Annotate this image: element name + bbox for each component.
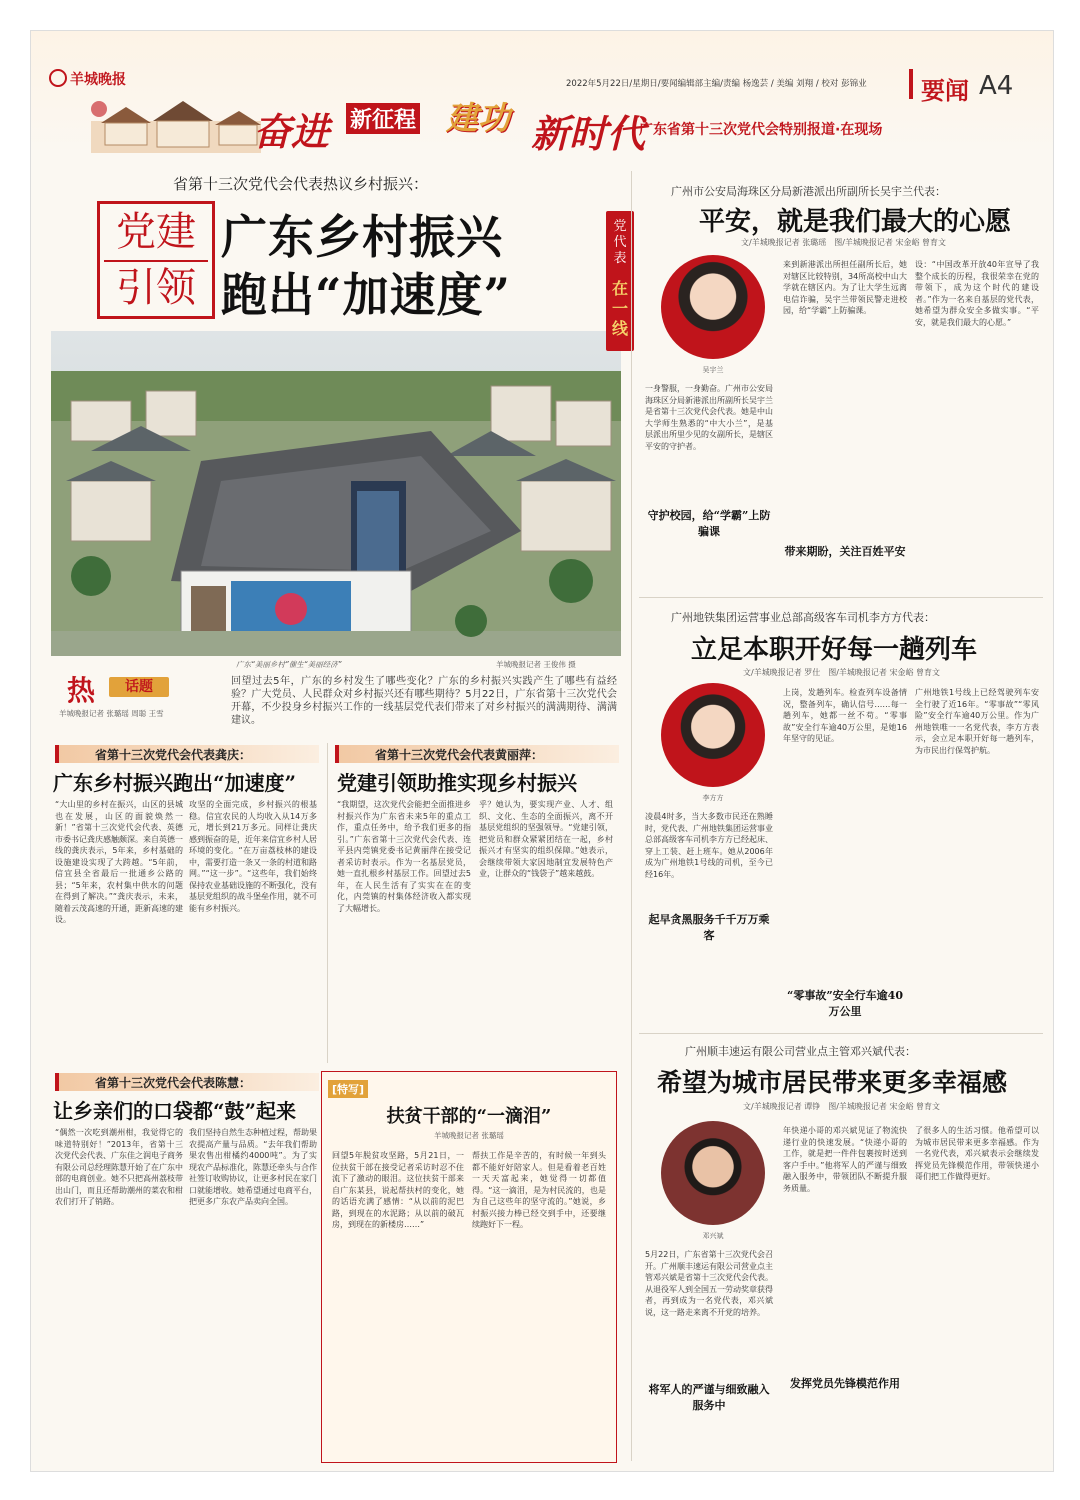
topic-badge: [59, 673, 191, 707]
section-label: 要闻: [921, 77, 969, 105]
right2-kicker: 广州地铁集团运营事业总部高级客车司机李方方代表：: [671, 611, 935, 624]
special-box: [321, 1071, 617, 1463]
special-byline: 羊城晚报记者 张璐瑶: [434, 1131, 504, 1140]
special-tag: [特写]: [328, 1080, 368, 1098]
right1-col3: 设：“中国改革开放40年宣导了我整个成长的历程，我很荣幸在党的带领下，成为这个时代的建设者。”作为一名来自基层的党代表，她希望为群众安全多做实事。“平安，就是我们最大的心愿。”: [915, 260, 1039, 327]
date-line: 2022年5月22日/星期日/要闻编辑部主编/责编 杨逸芸 / 美编 刘翔 / 校对 彭锦业: [566, 79, 867, 89]
vertical-label-bottom: 在一线: [611, 279, 628, 338]
story2-col2: 乎？她认为，要实现产业、人才、组织、文化、生态的全面振兴，离不开基层党组织的坚强领导。“党建引领，把党员和群众紧紧团结在一起，乡村振兴才有坚实的组织保障。”她表示，会继续带领大家因地制宜发展特色产业，让群众的“钱袋子”越来越鼓。: [479, 800, 613, 878]
right3-col3: 了很多人的生活习惯。他希望可以为城市居民带来更多幸福感。作为一名党代表，邓兴斌表示会继续发挥党员先锋模范作用，带领快递小哥们把工作做得更好。: [915, 1126, 1039, 1181]
lead-headline-1: 广东乡村振兴: [221, 210, 503, 264]
right3-kicker: 广州顺丰速运有限公司营业点主管邓兴斌代表：: [685, 1045, 916, 1058]
right1-subhead-1: 守护校园，给“学霸”上防骗课: [647, 509, 771, 538]
right1-portrait-caption: 吴宇兰: [702, 366, 724, 374]
story3-strip-text: 省第十三次党代会代表陈慧：: [95, 1076, 252, 1090]
banner-word-1: 奋进: [253, 109, 330, 154]
page-number: A4: [979, 71, 1014, 101]
story1-col1: “大山里的乡村在振兴，山区的县城也在发展，山区的面貌焕然一新！”省第十三次党代会代表、英德市委书记龚庆感触颇深。来自英德一线的龚庆表示，5年来，乡村基础的设施建设实现了大跨越。“5年前，信宜县全省最后一批通乡公路的县；“5年来，农村集中供水的问题在得到了解决。”“龚庆表示，未来，随着云茂高速的开通，距新高速的建设。: [55, 800, 183, 924]
stamp-line-1: 党建: [116, 209, 196, 255]
right1-col1: 一身警服，一身勤奋。广州市公安局海珠区分局新港派出所副所长吴宇兰是省第十三次党代会代表。她是中山大学师生熟悉的“中大小兰”，是基层派出所里少见的女副所长，是辖区平安的守护者。: [645, 384, 773, 451]
logo: 羊城晚报: [49, 69, 126, 89]
banner-tagline: 广东省第十三次党代会特别报道·在现场: [639, 122, 883, 138]
lead-photo: [51, 331, 621, 656]
right2-subhead-2: “零事故”安全行车逾40万公里: [787, 989, 903, 1018]
right3-portrait-caption: 邓兴斌: [702, 1232, 724, 1240]
banner-word-2: 新征程: [346, 103, 420, 134]
story2-col1: “我期望，这次党代会能把全面推进乡村振兴作为广东省未来5年的重点工作，重点任务中，给予我们更多的指引。”广东省第十三次党代会代表、连平县内莞镇党委书记黄丽萍在接受记者采访时表示。作为一名基层党员，她一直扎根乡村基层工作。回望过去5年，在人民生活有了实实在在的变化，内莞镇的村集体经济收入都实现了大幅增长。: [337, 800, 471, 913]
stamp-line-2: 引领: [116, 265, 196, 311]
lead-intro: 回望过去5年，广东的乡村发生了哪些变化？广东的乡村振兴实践产生了哪些有益经验？广大党员、人民群众对乡村振兴还有哪些期待？5月22日，广东省第十三次党代会开幕，不少投身乡村振兴工作的一线基层党代表们带来了对乡村振兴的满满期待、满满建议。: [231, 676, 617, 726]
topic-label-hot: 热: [67, 674, 96, 707]
right1-subhead-2: 带来期盼，关注百姓平安: [784, 545, 906, 558]
banner-word-4: 新时代: [531, 111, 646, 156]
right1-kicker: 广州市公安局海珠区分局新港派出所副所长吴宇兰代表：: [671, 185, 946, 198]
photo-caption: 广东“美丽乡村”催生“美丽经济”: [236, 660, 342, 669]
logo-mark-icon: [49, 69, 67, 87]
special-col1: 回望5年脱贫攻坚路，5月21日，一位扶贫干部在接受记者采访时忍不住流下了激动的眼泪。这位扶贫干部来自广东某县，说起帮扶村的变化，她的话语充满了感情：“从以前的泥巴路，到现在的水泥路；从以前的破瓦房，到现在的新楼房……”: [332, 1151, 464, 1229]
lead-stamp: [97, 201, 215, 319]
right3-byline: 文/羊城晚报记者 谭铮 图/羊城晚报记者 宋金峪 曾育文: [743, 1102, 941, 1111]
story1-strip: [55, 745, 319, 763]
right2-byline: 文/羊城晚报记者 罗仕 图/羊城晚报记者 宋金峪 曾育文: [743, 668, 941, 677]
right3-subhead-1: 将军人的严谨与细致融入服务中: [648, 1383, 770, 1412]
right3-headline: 希望为城市居民带来更多幸福感: [657, 1068, 1008, 1097]
newspaper-page: [30, 30, 1054, 1472]
photo-credit: 羊城晚报记者 王俊伟 摄: [496, 660, 576, 669]
special-col2: 帮扶工作是辛苦的，有时候一年到头都不能好好陪家人。但是看着老百姓一天天富起来，她觉得一切都值得。“这一滴泪，是为村民流的，也是为自己这些年的坚守流的。”她说，乡村振兴接力棒已经交到手中，还要继续跑好下一程。: [472, 1151, 606, 1229]
lead-kicker: 省第十三次党代会代表热议乡村振兴：: [173, 175, 429, 193]
right2-headline: 立足本职开好每一趟列车: [691, 635, 978, 665]
story2-headline: 党建引领助推实现乡村振兴: [337, 771, 577, 795]
story1-headline: 广东乡村振兴跑出“加速度”: [53, 771, 297, 795]
topic-byline: 羊城晚报记者 张璐瑶 周聪 王雪: [59, 709, 164, 718]
special-headline: 扶贫干部的“一滴泪”: [386, 1106, 552, 1127]
right3-col1: 5月22日，广东省第十三次党代会召开。广州顺丰速运有限公司营业点主管邓兴斌是省第十三次党代会代表。从退役军人到全国五一劳动奖章获得者，再到成为一名党代表，邓兴斌说，这一路走来离不开党的培养。: [645, 1250, 773, 1317]
right2-col2: 上岗，发趟列车。检查列车设备情况，整备列车，确认信号……每一趟列车，她都一丝不苟。“零事故”安全行车逾40万公里，是她16年坚守的见证。: [783, 688, 907, 743]
story3-col2: 我们坚持自然生态种植过程，帮助果农提高产量与品质。“去年我们帮助果农售出柑橘约4000吨”。为了实现农产品标准化，陈慧还牵头与合作社签订收购协议，让更多村民在家门口就能增收。她希望通过电商平台，把更多广东农产品卖向全国。: [189, 1128, 317, 1206]
right3-portrait: [661, 1121, 765, 1225]
banner-word-3: 建功: [446, 99, 511, 137]
story3-headline: 让乡亲们的口袋都“鼓”起来: [53, 1099, 297, 1123]
right3-col2: 年快递小哥的邓兴斌见证了物流快递行业的快速发展。“快递小哥的工作，就是把一件件包裹按时送到客户手中。”他将军人的严谨与细致融入服务中，带领团队不断提升服务质量。: [783, 1126, 907, 1193]
story3-strip: [55, 1073, 319, 1091]
village-illustration: [91, 91, 261, 153]
topic-label-tag: 话题: [109, 677, 169, 697]
story1-strip-text: 省第十三次党代会代表龚庆：: [95, 748, 252, 762]
vertical-label: [606, 211, 634, 351]
vertical-label-top: 党代表: [613, 219, 627, 266]
right1-portrait: [661, 255, 765, 359]
masthead: [31, 31, 1053, 156]
right1-headline: 平安，就是我们最大的心愿: [699, 207, 1012, 237]
section-bar: [909, 69, 913, 99]
story1-col2: 攻坚的全面完成，乡村振兴的根基稳。信宜农民的人均收入从14万多元，增长到21万多元。同样让龚庆感到振奋的是，近年来信宜乡村人居环境的变化。“在万亩荔枝林的建设中，需要打造一条又一条的村道和路网。”“这一步”。“这些年，我们始终保持农业基础设施的不断强化，没有基层党组织的战斗堡垒作用，就不可能有乡村振兴。: [189, 800, 317, 913]
right1-col2: 来到新港派出所担任副所长后，她对辖区比较特别，34所高校中山大学就在辖区内。为了让大学生远离电信诈骗，吴宇兰带领民警走进校园，给“学霸”上防骗课。: [783, 260, 907, 315]
story3-col1: “偶然一次吃到潮州柑，我觉得它的味道特别好！”2013年，省第十三次党代会代表、广东佳之润电子商务有限公司总经理陈慧开始了在广东中部的电商创业。她不只把高州荔枝带出山门，而且还帮助潮州的菜农和柑农们打开了销路。: [55, 1128, 183, 1206]
right2-col1: 凌晨4时多，当大多数市民还在熟睡时，党代表、广州地铁集团运营事业总部高级客车司机李方方已经起床、穿上工装、赶上班车。她从2006年成为广州地铁1号线的司机，至今已经16年。: [645, 812, 773, 879]
right2-portrait: [661, 683, 765, 787]
right1-byline: 文/羊城晚报记者 张璐瑶 图/羊城晚报记者 宋金峪 曾育文: [741, 238, 947, 247]
right2-portrait-caption: 李方方: [702, 794, 724, 802]
story2-strip: [335, 745, 619, 763]
right2-col3: 广州地铁1号线上已经驾驶列车安全行驶了近16年。“零事故”“零风险”安全行车逾40万公里。作为广州地铁唯一一名党代表，李方方表示，会立足本职开好每一趟列车，为市民出行保驾护航。: [915, 688, 1039, 755]
story2-strip-text: 省第十三次党代会代表黄丽萍：: [375, 748, 544, 762]
lead-headline-2: 跑出“加速度”: [221, 268, 511, 322]
right3-subhead-2: 发挥党员先锋模范作用: [790, 1377, 900, 1390]
right2-subhead-1: 起早贪黑服务千千万万乘客: [648, 913, 770, 942]
